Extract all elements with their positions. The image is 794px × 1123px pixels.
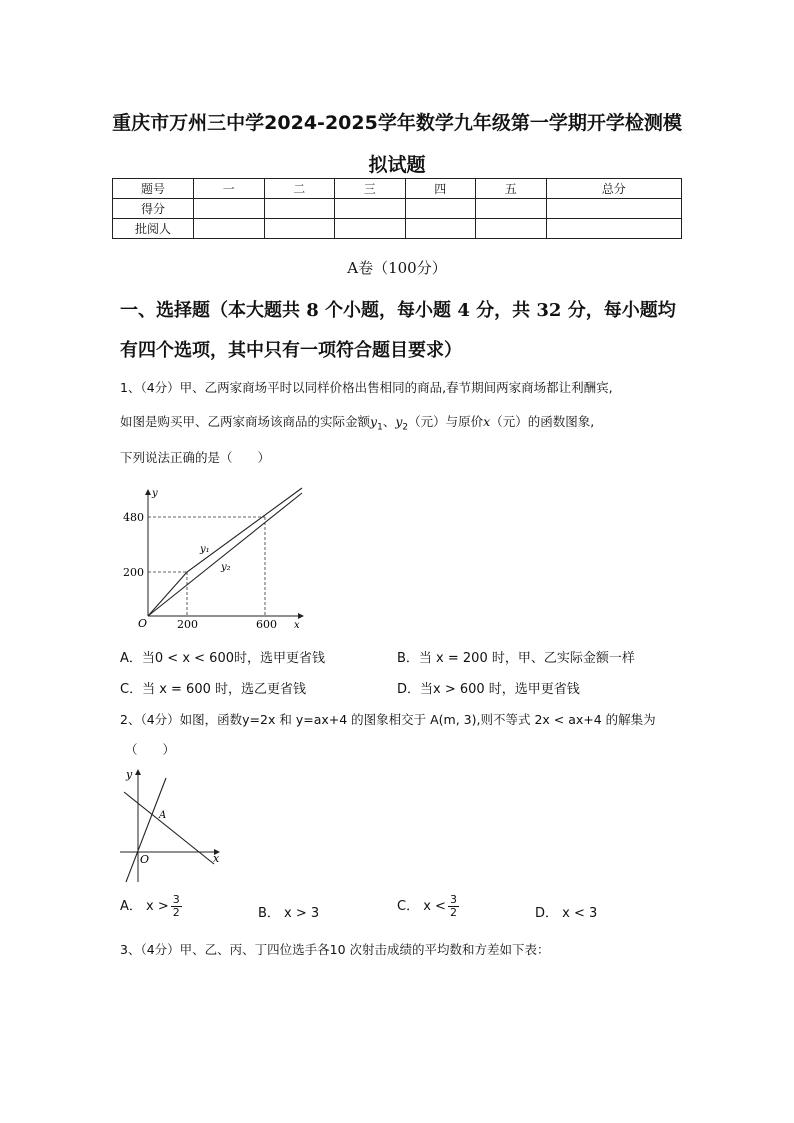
q3-stem-line1: 3、（4分）甲、乙、丙、丁四位选手各10 次射击成绩的平均数和方差如下表： <box>120 942 550 957</box>
score-cell[interactable] <box>546 199 682 219</box>
tick-y-480: 480 <box>123 511 144 524</box>
header-cell: 二 <box>264 179 335 199</box>
header-cell: 三 <box>335 179 406 199</box>
fraction-numerator: 3 <box>449 893 457 906</box>
line-y2 <box>148 493 302 616</box>
q1-text: （元）的函数图象, <box>490 414 595 429</box>
score-cell[interactable] <box>194 199 265 219</box>
header-cell: 四 <box>405 179 476 199</box>
point-a-label: A <box>159 810 167 821</box>
score-table-row <box>113 219 682 239</box>
q2-option-c[interactable] <box>397 894 459 919</box>
origin-label: O <box>140 853 150 866</box>
fraction <box>448 894 459 919</box>
q1-text: 如图是购买甲、乙两家商场该商品的实际金额 <box>120 414 371 429</box>
tick-y-200: 200 <box>123 566 144 579</box>
score-table <box>112 178 682 239</box>
q1-option-d[interactable]: D．当x > 600 时，选甲更省钱 <box>397 682 580 697</box>
var-x: x <box>483 414 491 429</box>
q2-option-a-prefix: A． x > <box>120 899 169 914</box>
reviewer-cell[interactable] <box>335 219 406 239</box>
y-axis-arrow-icon <box>135 769 141 775</box>
var-y2-sub: 2 <box>402 422 409 433</box>
row-label: 得分 <box>113 199 194 219</box>
header-cell: 总分 <box>546 179 682 199</box>
header-cell: 一 <box>194 179 265 199</box>
score-cell[interactable] <box>476 199 547 219</box>
q2-stem-line2: （ ） <box>125 742 176 757</box>
reviewer-cell[interactable] <box>546 219 682 239</box>
y-axis-arrow-icon <box>145 489 151 495</box>
axis-x-label: x <box>213 852 220 865</box>
fraction <box>171 894 182 919</box>
fraction-denominator: 2 <box>172 906 180 919</box>
axis-y-label: y <box>152 488 158 499</box>
axis-x-label: x <box>294 620 300 631</box>
var-y2: y <box>395 414 403 429</box>
reviewer-cell[interactable] <box>476 219 547 239</box>
fraction-numerator: 3 <box>172 893 180 906</box>
origin-label: O <box>138 617 148 630</box>
q2-option-c-prefix: C． x < <box>397 899 446 914</box>
q1-function-graph <box>118 484 318 632</box>
reviewer-cell[interactable] <box>194 219 265 239</box>
score-table-row <box>113 199 682 219</box>
var-y1-sub: 1 <box>377 422 383 433</box>
reviewer-cell[interactable] <box>264 219 335 239</box>
x-axis-arrow-icon <box>298 613 304 619</box>
q1-stem-line1: 1、（4分）甲、乙两家商场平时以同样价格出售相同的商品,春节期间两家商场都让利酬宾, <box>120 380 613 395</box>
axis-y-label: y <box>126 768 133 781</box>
q1-sep: 、 <box>382 414 396 429</box>
section-heading-line1: 一、选择题（本大题共 8 个小题，每小题 4 分，共 32 分，每小题均 <box>120 300 676 321</box>
label-y2: y₂ <box>221 562 231 573</box>
page-title-line2: 拟试题 <box>368 154 426 176</box>
page-title-line1: 重庆市万州三中学2024-2025学年数学九年级第一学期开学检测模 <box>112 112 682 134</box>
score-cell[interactable] <box>335 199 406 219</box>
label-y1: y₁ <box>200 544 210 555</box>
q1-option-b[interactable]: B．当 x = 200 时，甲、乙实际金额一样 <box>397 651 635 666</box>
score-cell[interactable] <box>405 199 476 219</box>
q1-text: （元）与原价 <box>408 414 484 429</box>
q2-function-graph <box>116 764 226 886</box>
tick-x-200: 200 <box>177 618 198 631</box>
q1-stem-line2 <box>120 412 594 433</box>
header-cell: 题号 <box>113 179 194 199</box>
q2-option-d[interactable]: D． x < 3 <box>535 906 598 921</box>
tick-x-600: 600 <box>256 618 277 631</box>
volume-label: A卷（100分） <box>347 259 447 277</box>
line-y-2x <box>126 778 166 882</box>
q1-option-a[interactable]: A．当0 < x < 600时，选甲更省钱 <box>120 651 325 666</box>
row-label: 批阅人 <box>113 219 194 239</box>
q1-option-c[interactable]: C．当 x = 600 时，选乙更省钱 <box>120 682 307 697</box>
q2-option-b[interactable]: B． x > 3 <box>258 906 320 921</box>
q2-stem-line1: 2、（4分）如图，函数y=2x 和 y=ax+4 的图象相交于 A(m, 3),则不等式 2x < ax+4 的解集为 <box>120 712 656 727</box>
header-cell: 五 <box>476 179 547 199</box>
fraction-denominator: 2 <box>449 906 457 919</box>
line-y1 <box>148 488 302 616</box>
q1-stem-line3: 下列说法正确的是（ ） <box>120 450 271 465</box>
score-table-header-row <box>113 179 682 199</box>
section-heading-line2: 有四个选项，其中只有一项符合题目要求） <box>120 340 462 361</box>
q2-option-a[interactable] <box>120 894 182 919</box>
reviewer-cell[interactable] <box>405 219 476 239</box>
var-y1: y <box>370 414 378 429</box>
score-cell[interactable] <box>264 199 335 219</box>
